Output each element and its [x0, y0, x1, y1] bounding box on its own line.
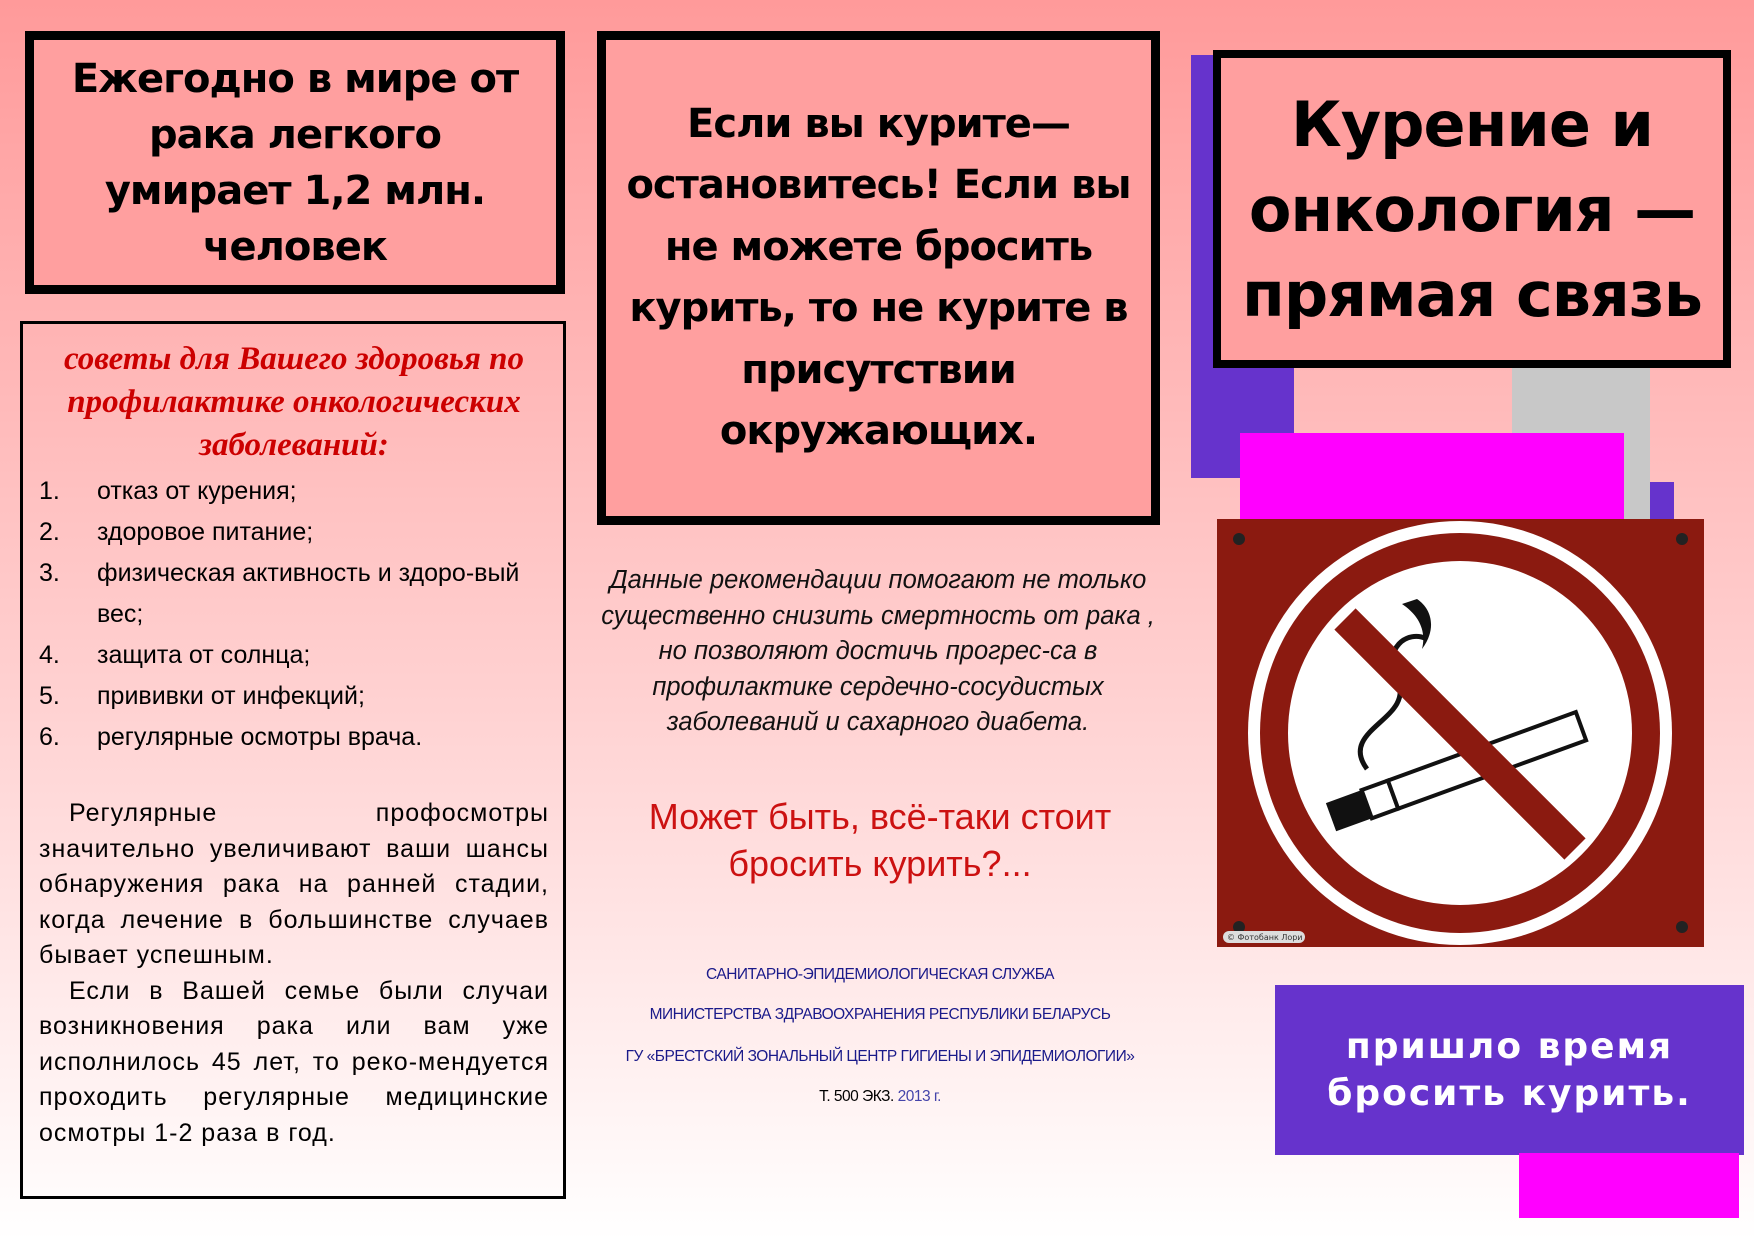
tips-list: [39, 471, 549, 758]
list-item-number: 3.: [39, 559, 60, 587]
list-item-number: 2.: [39, 518, 60, 546]
stat-text: Ежегодно в мире от рака легкого умирает 1,2 млн. человек: [71, 55, 519, 270]
print-year: 2013 г.: [897, 1088, 941, 1105]
tips-box: [20, 321, 566, 1199]
page-title: Курение и онкология — прямая связь: [1242, 87, 1702, 331]
tirage-count: Т. 500 ЭКЗ.: [819, 1088, 894, 1105]
decor-purple-small-block: [1650, 482, 1674, 522]
list-item-text: здоровое питание;: [97, 518, 314, 546]
org-line-1: САНИТАРНО-ЭПИДЕМИОЛОГИЧЕСКАЯ СЛУЖБА: [706, 966, 1054, 983]
no-smoking-sign: [1217, 519, 1704, 947]
list-item: [39, 635, 549, 676]
list-item-number: 6.: [39, 723, 60, 751]
warning-box: [597, 31, 1160, 525]
list-item-text: физическая активность и здоро-вый вес;: [97, 559, 520, 628]
list-item: [39, 471, 549, 512]
list-item: [39, 512, 549, 553]
list-item-text: регулярные осмотры врача.: [97, 723, 423, 751]
tips-paragraph-2: Если в Вашей семье были случаи возникновения рака или вам уже исполнилось 45 лет, то реко-мендуется проходить регулярные медицинские осмотры 1-2 раза в год.: [39, 976, 549, 1147]
no-smoking-icon: [1217, 519, 1704, 947]
list-item: [39, 553, 549, 635]
org-line-3: ГУ «БРЕСТСКИЙ ЗОНАЛЬНЫЙ ЦЕНТР ГИГИЕНЫ И ЭПИДЕМИОЛОГИИ»: [625, 1048, 1135, 1065]
slogan-text: пришло время бросить курить.: [1327, 1026, 1692, 1114]
list-item: [39, 717, 549, 758]
title-box: [1213, 50, 1731, 368]
list-item-number: 4.: [39, 641, 60, 669]
list-item-text: прививки от инфекций;: [97, 682, 365, 710]
tips-paragraph-1: Регулярные профосмотры значительно увеличивают ваши шансы обнаружения рака на ранней стадии, когда лечение в большинстве случаев бывает успешным.: [39, 799, 549, 969]
question-text: Может быть, всё-таки стоит бросить курить?...: [648, 796, 1112, 884]
decor-magenta-bottom-block: [1519, 1153, 1739, 1218]
tips-title: советы для Вашего здоровья по профилактике онкологических заболеваний:: [63, 341, 525, 463]
warning-text: Если вы курите— остановитесь! Если вы не можете бросить курить, то не курите в присутствии окружающих.: [626, 100, 1131, 454]
list-item-text: защита от солнца;: [97, 641, 311, 669]
list-item: [39, 676, 549, 717]
tirage: [600, 1077, 1160, 1117]
org-line-2: МИНИСТЕРСТВА ЗДРАВООХРАНЕНИЯ РЕСПУБЛИКИ БЕЛАРУСЬ: [649, 1006, 1111, 1023]
organization-block: [600, 955, 1160, 1117]
tips-paragraphs: [39, 796, 549, 1151]
slogan-box: [1275, 985, 1744, 1155]
watermark-text: © Фотобанк Лори: [1227, 933, 1303, 942]
list-item-number: 1.: [39, 477, 60, 505]
list-item-number: 5.: [39, 682, 60, 710]
list-item-text: отказ от курения;: [97, 477, 297, 505]
info-text: Данные рекомендации помогают не только существенно снизить смертность от рака , но позволяют достичь прогрес-са в профилактике сердечно-сосудистых заболеваний и сахарного диабета.: [601, 566, 1155, 736]
stat-box: [25, 31, 565, 294]
